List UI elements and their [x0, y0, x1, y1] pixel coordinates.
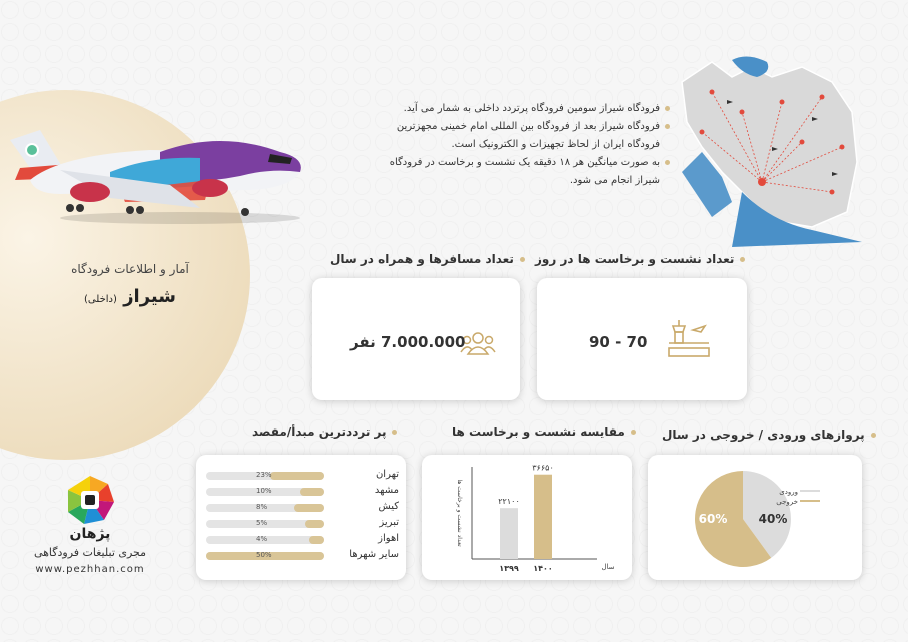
brand-tagline: مجری تبلیغات فرودگاهی — [33, 546, 147, 559]
airport-title — [40, 262, 220, 307]
y-axis-label: تعداد نشست و برخاست ها — [456, 479, 463, 547]
destination-percent: 5% — [256, 519, 268, 527]
x-axis-label: سال — [601, 563, 615, 571]
passengers-card — [312, 278, 520, 400]
heading-text: تعداد مسافرها و همراه در سال — [330, 252, 514, 266]
destinations-heading — [252, 425, 397, 439]
passengers-heading — [330, 252, 525, 266]
destination-bar-track — [206, 504, 324, 512]
daily-flights-card — [537, 278, 747, 400]
title-line: آمار و اطلاعات فرودگاه — [71, 262, 189, 276]
destination-bar-track — [206, 536, 324, 544]
destination-bar-fill — [270, 472, 324, 480]
heading-text: مقایسه نشست و برخاست ها — [452, 425, 625, 439]
comparison-heading — [452, 425, 636, 439]
passengers-value — [350, 333, 465, 351]
heading-text: پر ترددترین مبدأ/مقصد — [252, 425, 387, 439]
fact-item: به صورت میانگین هر ۱۸ دقیقه یک نشست و برخاست در فرودگاه شیراز انجام می شود. — [370, 154, 670, 190]
city-name: شیراز — [123, 286, 176, 307]
bullet-dot — [392, 430, 397, 435]
in-out-card — [648, 455, 862, 580]
fact-item: فرودگاه شیراز بعد از فرودگاه بین المللی امام خمینی مجهزترین فرودگاه ایران از لحاظ تجهیزات و الکترونیک است. — [370, 118, 670, 154]
legend-label: خروجی — [776, 498, 798, 506]
legend-label: ورودی — [779, 488, 798, 496]
destination-bar-fill — [300, 488, 324, 496]
destination-percent: 10% — [256, 487, 272, 495]
pie-label-out: 60% — [698, 512, 728, 526]
daily-flights-heading — [535, 252, 745, 266]
daily-flights-value: 70 - 90 — [589, 333, 648, 351]
destination-name: مشهد — [374, 485, 399, 496]
bullet-dot — [631, 430, 636, 435]
destination-name: کیش — [378, 501, 399, 512]
destination-bar-track — [206, 472, 324, 480]
passengers-number: 7.000.000 — [381, 333, 466, 351]
facts-list — [370, 100, 670, 190]
destination-name: اهواز — [378, 533, 399, 544]
city-subtitle: (داخلی) — [84, 294, 117, 305]
destination-name: سایر شهرها — [349, 549, 399, 560]
comparison-bar — [534, 475, 552, 559]
heading-text: تعداد نشست و برخاست ها در روز — [535, 252, 735, 266]
destination-row — [196, 549, 411, 563]
in-out-heading — [662, 428, 876, 442]
in-out-pie-chart — [648, 455, 862, 580]
bar-value-label: ۲۲۱۰۰ — [498, 497, 520, 507]
destination-row — [196, 469, 411, 483]
destination-percent: 4% — [256, 535, 268, 543]
destination-bar-track — [206, 488, 324, 496]
bar-category-label: ۱۳۹۹ — [499, 564, 519, 573]
comparison-card — [422, 455, 632, 580]
title-city — [40, 286, 220, 307]
bullet-dot — [520, 257, 525, 262]
comparison-bar — [500, 508, 518, 559]
destination-row — [196, 485, 411, 499]
bullet-dot — [740, 257, 745, 262]
destination-bar-fill — [309, 536, 324, 544]
fact-item: فرودگاه شیراز سومین فرودگاه پرتردد داخلی به شمار می آید. — [370, 100, 670, 118]
airplane-illustration — [0, 110, 310, 230]
destinations-card — [196, 455, 406, 580]
comparison-bar-chart — [422, 455, 632, 580]
destination-row — [196, 517, 411, 531]
destination-name: تهران — [375, 469, 399, 480]
destination-row — [196, 533, 411, 547]
pie-label-in: 40% — [758, 512, 788, 526]
destination-percent: 8% — [256, 503, 268, 511]
destination-bar-fill — [305, 520, 324, 528]
destination-name: تبریز — [379, 517, 399, 528]
heading-text: پروازهای ورودی / خروجی در سال — [662, 428, 865, 442]
destination-bar-fill — [294, 504, 324, 512]
pezhhan-logo — [64, 474, 116, 526]
passengers-unit: نفر — [350, 333, 376, 351]
bar-value-label: ۳۶۶۵۰ — [532, 463, 554, 473]
bullet-dot — [871, 433, 876, 438]
brand-name: پژهان — [69, 526, 111, 542]
brand-url[interactable]: www.pezhhan.com — [35, 564, 145, 575]
bar-category-label: ۱۴۰۰ — [533, 564, 553, 573]
destination-bar-track — [206, 552, 324, 560]
destination-percent: 50% — [256, 551, 272, 559]
destinations-chart — [196, 469, 406, 569]
destination-row — [196, 501, 411, 515]
iran-map-illustration — [672, 52, 872, 247]
destination-percent: 23% — [256, 471, 272, 479]
destination-bar-track — [206, 520, 324, 528]
airport-tower-icon — [665, 318, 713, 358]
